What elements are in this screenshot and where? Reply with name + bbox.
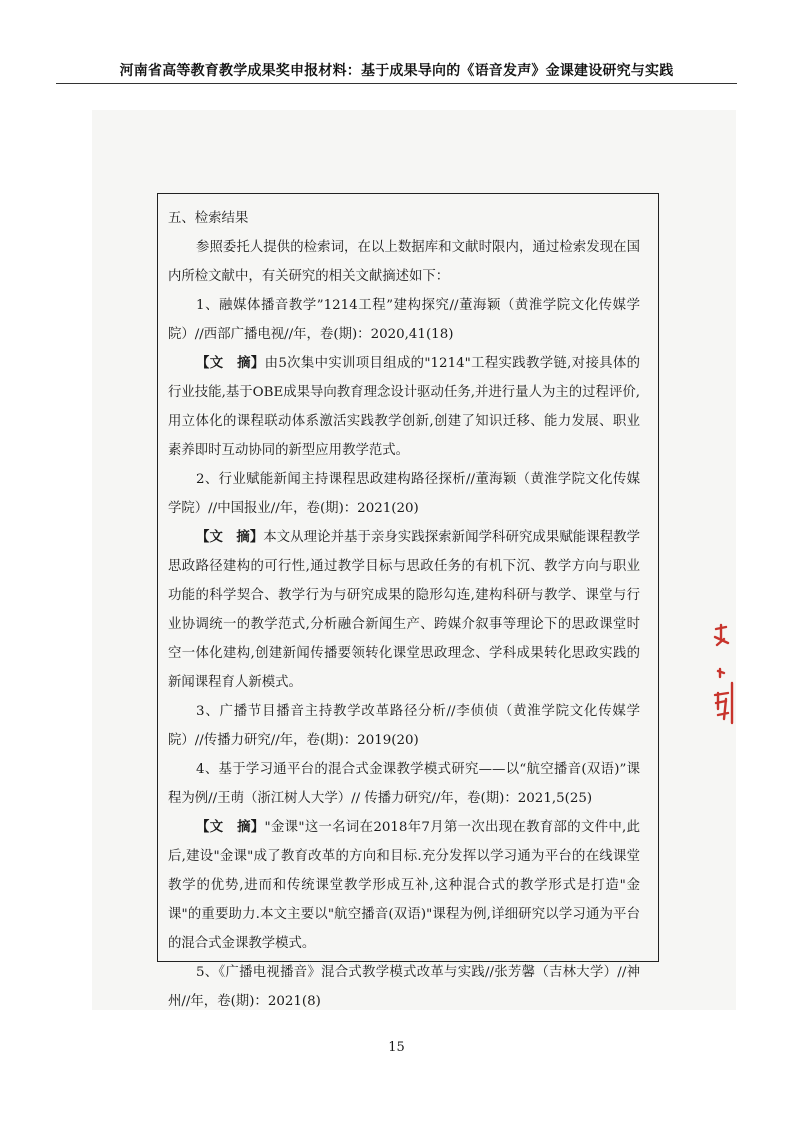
entry-4-abstract bbox=[168, 813, 640, 958]
entry-1-citation: 1、融媒体播音教学”1214工程”建构探究//董海颖（黄淮学院文化传媒学院）//西部广播电视//年，卷(期)：2020,41(18) bbox=[168, 298, 640, 342]
abstract-label: 【文 摘】 bbox=[196, 819, 265, 835]
entry-1-abstract bbox=[168, 349, 640, 465]
abstract-text: "金课"这一名词在2018年7月第一次出现在教育部的文件中,此后,建设"金课"成了教育改革的方向和目标.充分发挥以学习通为平台的在线课堂教学的优势,进而和传统课堂教学形成互补,这种混合式的教学形式是打造"金课"的重要助力.本文主要以"航空播音(双语)"课程为例,详细研究以学习通为平台的混合式金课教学模式。 bbox=[168, 820, 641, 951]
entry-2-citation: 2、行业赋能新闻主持课程思政建构路径探析//董海颖（黄淮学院文化传媒学院）//中国报业//年，卷(期)：2021(20) bbox=[168, 472, 640, 516]
document-header: 河南省高等教育教学成果奖申报材料：基于成果导向的《语音发声》金课建设研究与实践 bbox=[119, 63, 674, 79]
abstract-text: 本文从理论并基于亲身实践探索新闻学科研究成果赋能课程教学思政路径建构的可行性,通过教学目标与思政任务的有机下沉、教学方向与职业功能的科学契合、教学行为与研究成果的隐形勾连,建构科研与教学、课堂与行业协调统一的教学范式,分析融合新闻生产、跨媒介叙事等理论下的思政课堂时空一体化建构,创建新闻传播要领转化课堂思政理念、学科成果转化思政实践的新闻课程育人新模式。 bbox=[168, 530, 641, 690]
page-number: 15 bbox=[388, 1040, 405, 1055]
abstract-label: 【文 摘】 bbox=[196, 529, 264, 545]
entry-4-citation: 4、基于学习通平台的混合式金课教学模式研究——以“航空播音(双语)”课程为例//王萌（浙江树人大学）// 传播力研究//年，卷(期)：2021,5(25) bbox=[168, 762, 640, 806]
abstract-text: 由5次集中实训项目组成的"1214"工程实践教学链,对接具体的行业技能,基于OBE成果导向教育理念设计驱动任务,并进行量人为主的过程评价,用立体化的课程联动体系激活实践教学创新,创建了知识迁移、能力发展、职业素养即时互动协同的新型应用教学范式。 bbox=[168, 356, 641, 458]
header-rule bbox=[56, 83, 737, 84]
entry-5-citation: 5、《广播电视播音》混合式教学模式改革与实践//张芳馨（吉林大学）//神州//年，卷(期)：2021(8) bbox=[168, 965, 640, 1009]
entry-2-abstract bbox=[168, 523, 640, 697]
abstract-label: 【文 摘】 bbox=[196, 355, 265, 371]
seal-stamp-fragment bbox=[712, 623, 736, 733]
search-results-box bbox=[157, 193, 659, 1009]
entry-3-citation: 3、广播节目播音主持教学改革路径分析//李侦侦（黄淮学院文化传媒学院）//传播力研究//年，卷(期)：2019(20) bbox=[168, 704, 640, 748]
section-title: 五、检索结果 bbox=[168, 211, 249, 226]
intro-paragraph: 参照委托人提供的检索词，在以上数据库和文献时限内，通过检索发现在国内所检文献中，有关研究的相关文献摘述如下： bbox=[168, 240, 640, 284]
